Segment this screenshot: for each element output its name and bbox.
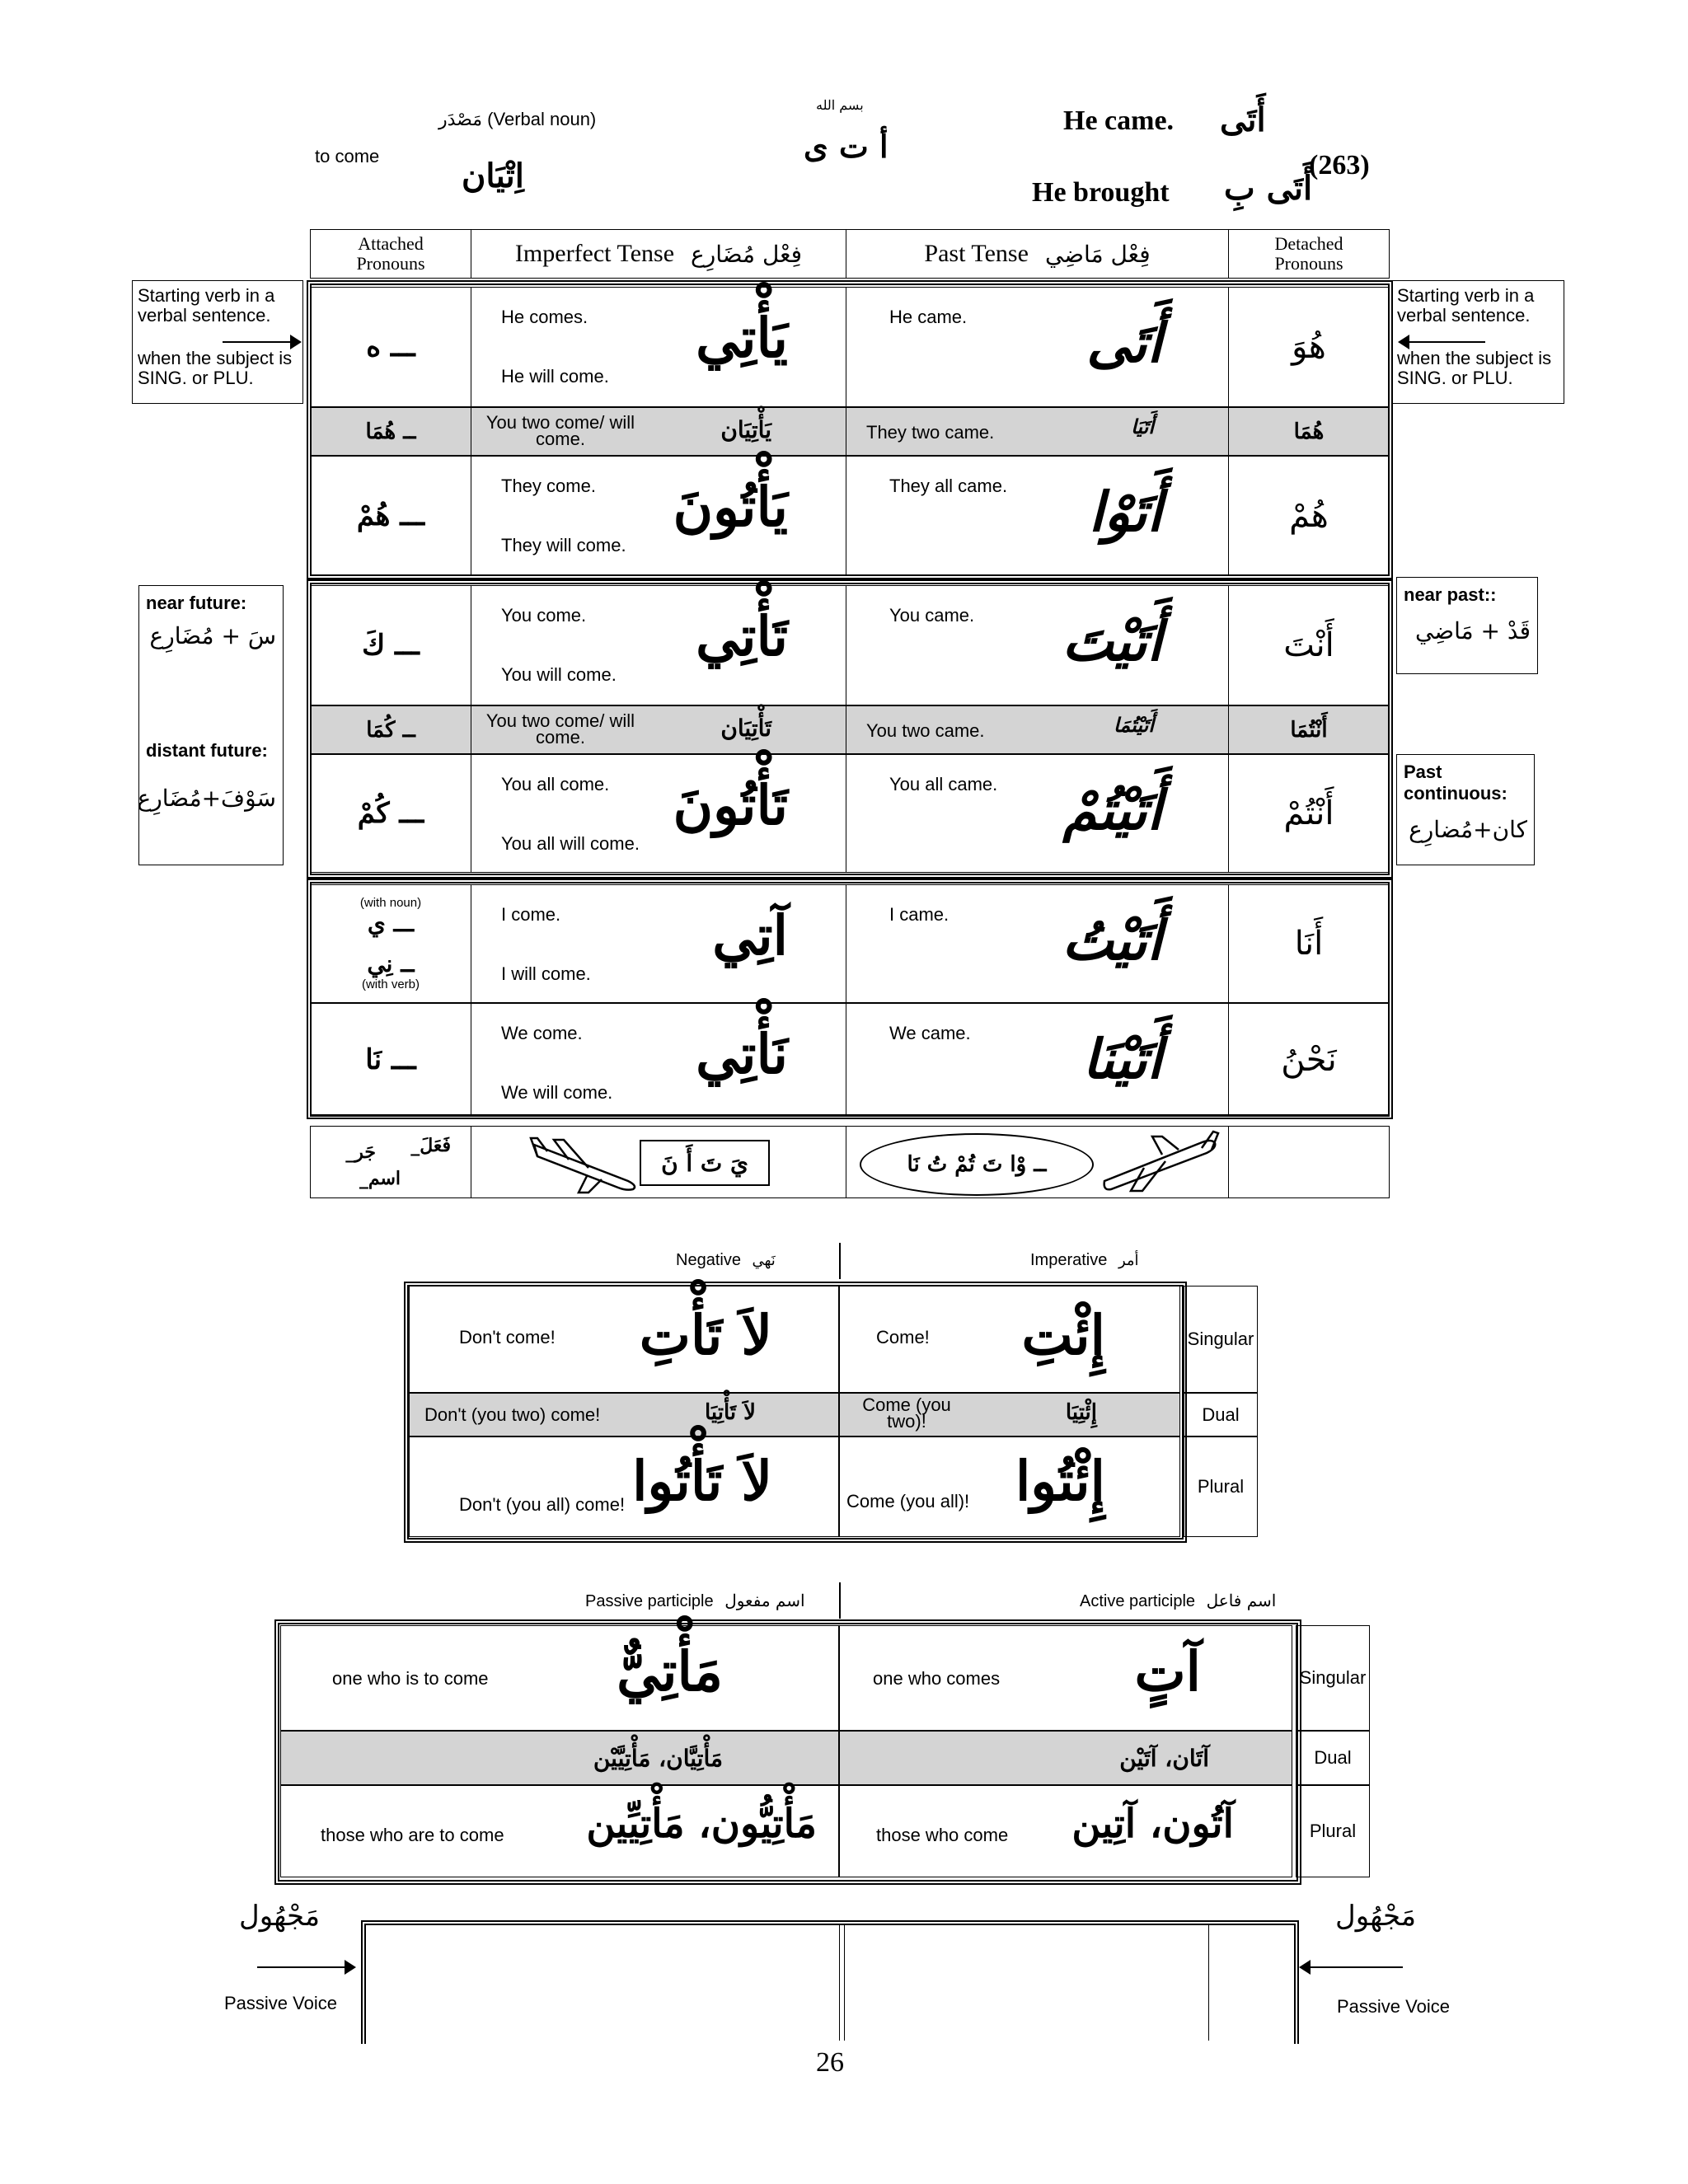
passive-participle-form: مَأْتِيُّون، مَأْتِيِّين (586, 1801, 817, 1847)
meaning-he-came-ar: أَتَى (1220, 101, 1266, 139)
active-participle-form: آتَان، آتَيْن (1119, 1745, 1209, 1772)
negative-verb: لاَ تَأْتِيَا (704, 1400, 756, 1425)
detached-pronoun-cell: نَحْنُ (1228, 1003, 1390, 1117)
airplane-takeoff-icon (1098, 1130, 1221, 1194)
header-imperfect: Imperfect Tense فِعْل مُضَارِع (471, 229, 846, 279)
passive-participle-meaning: one who is to come (332, 1668, 489, 1689)
imperfect-verb: يَأْتُونَ (673, 475, 788, 539)
imperfect-meaning-present: I come. (501, 904, 561, 925)
number-label-cell: Plural (1296, 1785, 1370, 1877)
attached-pronoun-cell: ـــ كَ (310, 585, 471, 705)
number-label-cell: Singular (1296, 1625, 1370, 1731)
negative-meaning: Don't come! (459, 1327, 556, 1347)
passive-participle-header: Passive participle اسم مفعول (585, 1591, 805, 1610)
imperfect-meaning-present: You come. (501, 605, 587, 626)
passive-right-ar: مَجْهُول (1335, 1900, 1417, 1933)
verb-number: (263) (1309, 150, 1370, 180)
detached-pronoun-cell: هُمَا (1228, 407, 1390, 456)
active-participle-meaning: one who comes (873, 1668, 1001, 1689)
arrow-right-icon (290, 335, 302, 349)
meaning-he-brought: He brought (1032, 177, 1170, 208)
participle-divider (839, 1582, 841, 1619)
attached-pronoun-cell: ـــ هُمْ (310, 456, 471, 575)
negative-verb: لاَ تَأْتُوا (632, 1449, 772, 1513)
past-verb: أَتَوْا (1088, 480, 1162, 544)
header-past: Past Tense فِعْل مَاضِي (846, 229, 1229, 279)
group-second-person (307, 579, 1393, 879)
masdar-word: اِتْيَان (462, 157, 524, 195)
imperative-verb: إِئْتُوا (1015, 1449, 1105, 1513)
imperfect-prefix-box: يَ تَ أَ نَ (640, 1140, 770, 1186)
past-verb: أَتَيْنَا (1082, 1027, 1162, 1091)
passive-participle-meaning: those who are to come (321, 1825, 504, 1845)
passive-right-en: Passive Voice (1337, 1996, 1450, 2017)
imperfect-meaning: You two come/ will come. (485, 710, 635, 748)
passive-right-arrow (1311, 1966, 1403, 1968)
detached-pronoun-cell: هُمْ (1228, 456, 1390, 575)
detached-pronoun-cell: هُوَ (1228, 287, 1390, 407)
imperfect-verb: تَأْتُونَ (673, 773, 788, 837)
root-letters: أ ت ى (804, 128, 889, 165)
past-meaning: He came. (889, 307, 968, 327)
past-verb: أَتَيْتُ (1062, 908, 1162, 972)
imperfect-meaning-present: You all come. (501, 774, 610, 794)
number-label-cell: Plural (1184, 1436, 1258, 1537)
negative-meaning: Don't (you two) come! (424, 1404, 601, 1425)
meaning-he-brought-ar: أَتَى بِ (1224, 169, 1313, 208)
arrow-left-top (223, 341, 298, 343)
imperative-verb: إِئْتِيَا (1065, 1400, 1097, 1425)
imperfect-meaning-present: He comes. (501, 307, 588, 327)
note-future: near future: سَ + مُضَارِع distant future: سَوْفَ+مُضَارِع (138, 585, 284, 865)
imperfect-meaning-future: They will come. (501, 535, 626, 555)
attached-pronoun-cell: ـــ كُمْ (310, 754, 471, 873)
passive-col-divider-2 (1208, 1925, 1209, 2041)
note-near-past: near past:: قَدْ + مَاضِي (1396, 577, 1538, 674)
header-attached: Attached Pronouns (310, 229, 471, 279)
note-right-starting-verb: Starting verb in a verbal sentence. when the subject is SING. or PLU. (1391, 280, 1564, 404)
imperative-meaning: Come! (876, 1327, 930, 1347)
imperative-header: Imperative أمر (1030, 1251, 1139, 1269)
attached-pronoun-cell: ـــ نَا (310, 1003, 471, 1117)
footer-attached-cell: فَعَلَ_ جَر_ اسم_ (310, 1126, 471, 1198)
with-verb-note: (with verb) (361, 977, 420, 991)
past-verb: أَتَيَا (1131, 415, 1154, 438)
imperfect-meaning-future: We will come. (501, 1082, 613, 1103)
note-left-starting-verb: Starting verb in a verbal sentence. when the subject is SING. or PLU. (132, 280, 303, 404)
past-meaning: They two came. (866, 422, 995, 443)
attached-ni: ــ نِي (367, 950, 415, 977)
active-participle-header: Active participle اسم فاعل (1080, 1591, 1277, 1610)
imperfect-meaning-future: He will come. (501, 366, 609, 387)
attached-pronoun-cell: ــ كُمَا (310, 705, 471, 754)
neg-imp-border (404, 1282, 1187, 1543)
footer-past-cell (846, 1126, 1229, 1198)
arrow-left-icon (1398, 335, 1409, 349)
negative-header: Negative نَهي (676, 1251, 776, 1269)
past-meaning: We came. (889, 1023, 971, 1043)
page-number: 26 (816, 2047, 844, 2078)
imperative-verb: إِئْتِ (1021, 1303, 1105, 1367)
neg-imp-divider (839, 1243, 841, 1279)
passive-participle-form: مَأْتِيٌّ (617, 1639, 723, 1704)
note-past-continuous: Past continuous: كان+مُضارِع (1396, 754, 1535, 865)
attached-pronoun-cell: ــ هُمَا (310, 407, 471, 456)
group-third-person (307, 280, 1393, 579)
meaning-he-came: He came. (1063, 105, 1175, 136)
passive-left-arrow (257, 1966, 348, 1968)
past-verb: أَتَيْتُمَا (1113, 713, 1154, 737)
past-suffix-oval: ــ وْا تَ تُمْ تُ نَا (860, 1133, 1094, 1196)
passive-left-en: Passive Voice (224, 1993, 337, 2013)
negative-meaning: Don't (you all) come! (459, 1494, 626, 1515)
detached-pronoun-cell: أَنْتَ (1228, 585, 1390, 705)
imperfect-verb: تَأْتِي (696, 604, 788, 668)
number-label-cell: Singular (1184, 1286, 1258, 1393)
passive-col-divider (839, 1925, 845, 2041)
imperfect-meaning-future: I will come. (501, 963, 591, 984)
imperative-meaning: Come (you two)! (862, 1394, 951, 1432)
attached-pronoun-cell: (with noun) ـــ ي ــ نِي (with verb) (310, 884, 471, 1003)
active-participle-form: آتُون، آتِين (1071, 1801, 1234, 1847)
past-verb: أَتَيْتَ (1062, 609, 1162, 673)
negative-verb: لاَ تَأْتِ (639, 1303, 772, 1367)
arrow-right-top (1409, 341, 1485, 343)
detached-pronoun-cell: أَنْتُمْ (1228, 754, 1390, 873)
attached-pronoun-cell: ـــ ه (310, 287, 471, 407)
passive-left-ar: مَجْهُول (239, 1900, 321, 1933)
participle-border (274, 1619, 1301, 1885)
footer-imperfect-cell (471, 1126, 846, 1198)
imperfect-meaning: You two come/ will come. (485, 412, 635, 449)
past-meaning: You two came. (866, 720, 985, 741)
past-meaning: They all came. (889, 476, 1008, 496)
past-verb: أَتَيْتُمْ (1062, 778, 1162, 842)
footer-detached-cell (1228, 1126, 1390, 1198)
imperfect-verb: تَأْتِيَان (720, 715, 771, 742)
header-detached: Detached Pronouns (1228, 229, 1390, 279)
imperfect-verb: يَأْتِيَان (720, 416, 771, 443)
passive-participle-form: مَأْتِيَّان، مَأْتِيَّيْن (593, 1745, 723, 1772)
active-participle-form: آتٍ (1134, 1639, 1201, 1704)
imperfect-verb: آتِي (712, 903, 788, 968)
airplane-landing-icon (529, 1133, 645, 1195)
imperative-meaning: Come (you all)! (846, 1491, 970, 1511)
to-come-label: to come (315, 146, 380, 166)
bismillah: بسم الله (816, 97, 864, 113)
imperfect-verb: نَأْتِي (696, 1022, 788, 1086)
imperfect-meaning-future: You will come. (501, 664, 617, 685)
imperfect-verb: يَأْتِي (696, 306, 788, 370)
passive-voice-box (361, 1920, 1299, 2044)
past-meaning: I came. (889, 904, 950, 925)
imperfect-meaning-present: They come. (501, 476, 596, 496)
number-label-cell: Dual (1184, 1393, 1258, 1436)
group-first-person (307, 879, 1393, 1119)
active-participle-meaning: those who come (876, 1825, 1009, 1845)
past-meaning: You came. (889, 605, 975, 626)
imperfect-meaning-present: We come. (501, 1023, 583, 1043)
imperfect-meaning-future: You all will come. (501, 833, 640, 854)
masdar-label: مَصْدَر (Verbal noun) (438, 109, 597, 130)
arrow-left-icon (1299, 1960, 1311, 1975)
detached-pronoun-cell: أَنْتُمَا (1228, 705, 1390, 754)
with-noun-note: (with noun) (359, 896, 422, 910)
arrow-right-icon (345, 1960, 356, 1975)
number-label-cell: Dual (1296, 1731, 1370, 1785)
past-meaning: You all came. (889, 774, 998, 794)
past-verb: أَتَى (1086, 311, 1162, 375)
detached-pronoun-cell: أَنَا (1228, 884, 1390, 1003)
